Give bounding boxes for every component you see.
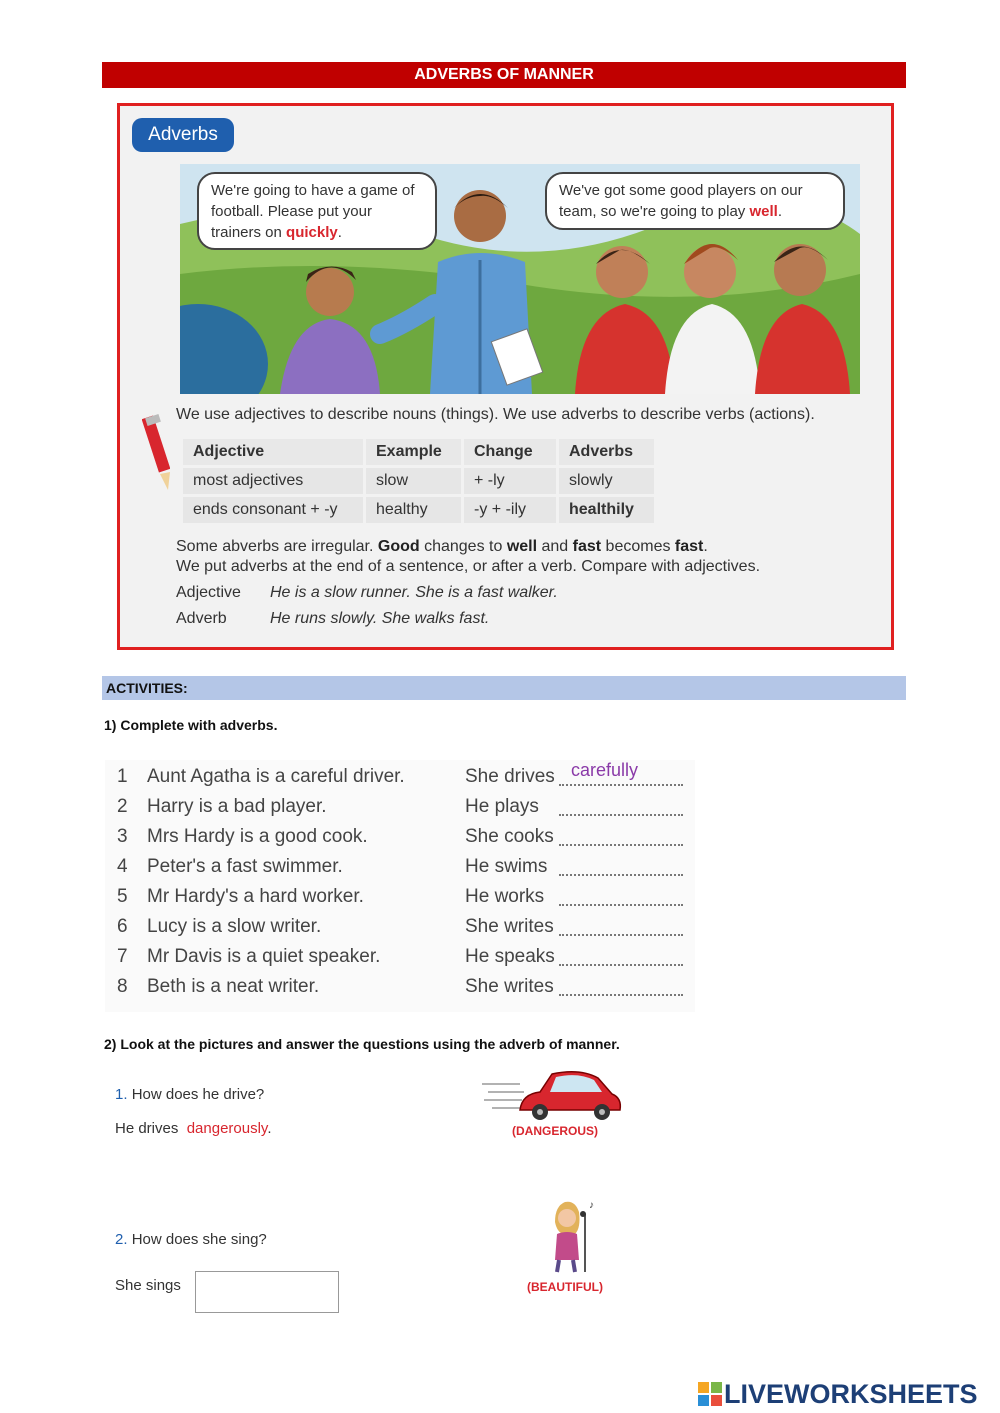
activities-header: ACTIVITIES: [102, 676, 906, 700]
list-item [105, 760, 695, 796]
boys-right [575, 244, 850, 394]
item-prompt: She cooks [465, 826, 554, 847]
table-cell: most adjectives [183, 468, 363, 494]
exercise-2-title: 2) Look at the pictures and answer the questions using the adverb of manner. [104, 1036, 620, 1052]
question-number: 2. [115, 1231, 128, 1248]
question-2 [115, 1231, 267, 1248]
table-header: Adjective [183, 439, 363, 465]
table-cell: ends consonant + -y [183, 497, 363, 523]
item-number: 5 [117, 886, 128, 907]
item-prompt: She writes [465, 916, 554, 937]
item-number: 6 [117, 916, 128, 937]
item-sentence: Lucy is a slow writer. [147, 916, 322, 937]
question-1 [115, 1086, 264, 1103]
question-text: How does he drive? [131, 1086, 265, 1103]
item-prompt: He plays [465, 796, 539, 817]
answer-1: He drives dangerously. [115, 1120, 272, 1137]
grammar-reference-box [117, 103, 894, 650]
table-header: Change [464, 439, 556, 465]
exercise-1-title: 1) Complete with adverbs. [104, 717, 278, 733]
table-row [183, 468, 654, 494]
table-cell: slowly [559, 468, 654, 494]
list-item [105, 886, 695, 916]
picture-label-dangerous: (DANGEROUS) [512, 1124, 598, 1138]
adverbs-tag: Adverbs [132, 118, 234, 152]
item-number: 7 [117, 946, 128, 967]
table-header-row [183, 439, 654, 465]
item-sentence: Mrs Hardy is a good cook. [147, 826, 368, 847]
irregular-note: Some abverbs are irregular. Good changes to well and fast becomes fast. [176, 538, 708, 555]
table-cell: + -ly [464, 468, 556, 494]
answer-blank[interactable] [559, 856, 683, 876]
item-number: 1 [117, 766, 128, 787]
answer-blank[interactable] [559, 916, 683, 936]
coach-speech-bubble: We're going to have a game of football. Please put your trainers on quickly. [197, 172, 437, 250]
picture-label-beautiful: (BEAUTIFUL) [527, 1280, 603, 1294]
answer-prefix: He drives [115, 1120, 179, 1137]
answer-blank[interactable] [559, 976, 683, 996]
answer-blank[interactable] [559, 796, 683, 816]
example-adverb-text: He runs slowly. She walks fast. [270, 610, 490, 627]
item-prompt: He works [465, 886, 545, 907]
svg-text:♪: ♪ [589, 1200, 594, 1211]
boy-speech-bubble: We've got some good players on our team, so we're going to play well. [545, 172, 845, 230]
table-header: Adverbs [559, 439, 654, 465]
example-adjective-label: Adjective [176, 584, 241, 601]
item-sentence: Mr Hardy's a hard worker. [147, 886, 364, 907]
item-sentence: Mr Davis is a quiet speaker. [147, 946, 381, 967]
item-number: 8 [117, 976, 128, 997]
adjective-adverb-table [180, 436, 657, 526]
item-sentence: Peter's a fast swimmer. [147, 856, 343, 877]
logo-text: LIVEWORKSHEETS [724, 1378, 978, 1409]
answer-blank[interactable] [559, 826, 683, 846]
item-prompt: He swims [465, 856, 548, 877]
item-sentence: Aunt Agatha is a careful driver. [147, 766, 405, 787]
item-number: 3 [117, 826, 128, 847]
list-item [105, 916, 695, 946]
pencil-icon [142, 412, 170, 492]
table-cell: slow [366, 468, 461, 494]
item-sentence: Beth is a neat writer. [147, 976, 320, 997]
worksheet-title: ADVERBS OF MANNER [102, 62, 906, 88]
list-item [105, 826, 695, 856]
table-header: Example [366, 439, 461, 465]
item-number: 2 [117, 796, 128, 817]
singer-picture [545, 1198, 600, 1273]
question-number: 1. [115, 1086, 128, 1103]
item-answer: carefully [571, 760, 639, 780]
question-text: How does she sing? [131, 1231, 267, 1248]
list-item [105, 946, 695, 976]
item-number: 4 [117, 856, 128, 877]
answer-2-input[interactable] [195, 1271, 339, 1313]
table-row [183, 497, 654, 523]
answer-blank[interactable] [559, 946, 683, 966]
list-item [105, 976, 695, 1006]
answer-blank[interactable] [559, 886, 683, 906]
liveworksheets-logo [698, 1378, 978, 1410]
bubble-keyword-quickly: quickly [286, 224, 338, 241]
answer-2-prefix: She sings [115, 1277, 181, 1294]
list-item [105, 796, 695, 826]
table-cell: healthily [559, 497, 654, 523]
position-note: We put adverbs at the end of a sentence, or after a verb. Compare with adjectives. [176, 558, 761, 575]
logo-grid-icon [698, 1382, 722, 1406]
table-cell: healthy [366, 497, 461, 523]
bubble-keyword-well: well [749, 203, 778, 220]
list-item [105, 856, 695, 886]
speeding-car-picture [480, 1064, 625, 1122]
item-prompt: She drives [465, 766, 555, 787]
answer-value: dangerously [186, 1120, 268, 1137]
example-adverb-label: Adverb [176, 610, 227, 627]
example-adjective-text: He is a slow runner. She is a fast walker. [270, 584, 558, 601]
item-prompt: He speaks [465, 946, 555, 967]
table-cell: -y + -ily [464, 497, 556, 523]
item-sentence: Harry is a bad player. [147, 796, 327, 817]
rule-sentence: We use adjectives to describe nouns (things). We use adverbs to describe verbs (actions). [176, 406, 815, 423]
item-prompt: She writes [465, 976, 554, 997]
exercise-1-list [105, 760, 695, 1012]
